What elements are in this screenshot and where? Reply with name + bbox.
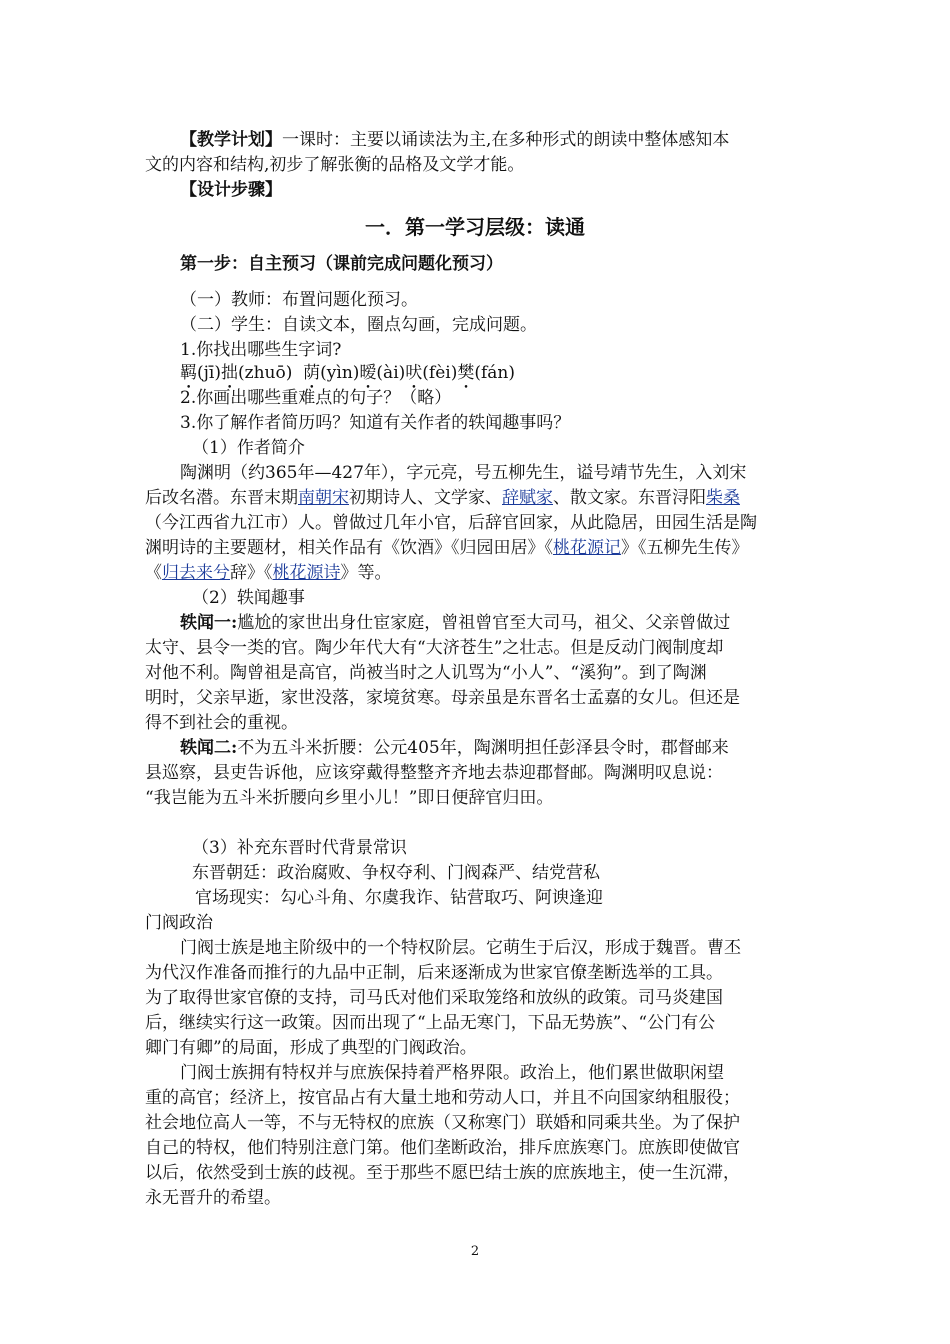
bio-text: 辞》《 (230, 563, 273, 583)
question-1: 1.你找出哪些生字词? (180, 340, 342, 360)
vocab-pinyin: (fán) (474, 363, 515, 383)
steps-label: 【设计步骤】 (180, 180, 282, 200)
p2-line-6: 永无晋升的希望。 (145, 1188, 281, 1208)
bio-title: （1）作者简介 (192, 438, 305, 458)
vocab-pinyin: (ài) (376, 363, 406, 383)
anec1-text: 尴尬的家世出身仕宦家庭，曾祖曾官至大司马，祖父、父亲曾做过 (237, 613, 731, 633)
p1-line-2: 为代汉作准备而推行的九品中正制，后来逐渐成为世家官僚垄断选举的工具。 (145, 963, 723, 983)
anec1-line-5: 得不到社会的重视。 (145, 713, 298, 733)
bio-line-3: （今江西省九江市）人。曾做过几年小官，后辞官回家，从此隐居，田园生活是陶 (145, 513, 757, 533)
question-3: 3.你了解作者简历吗？知道有关作者的轶闻趣事吗？ (180, 413, 571, 433)
teacher-line: （一）教师：布置问题化预习。 (180, 290, 418, 310)
bg-line-2: 官场现实：勾心斗角、尔虞我诈、钻营取巧、阿谀逢迎 (195, 888, 603, 908)
p1-line-5: 卿门有卿”的局面，形成了典型的门阀政治。 (145, 1038, 477, 1058)
vocab-char: 拙 (220, 363, 238, 383)
p2-line-1: 门阀士族拥有特权并与庶族保持着严格界限。政治上，他们累世做职闲望 (180, 1063, 724, 1083)
link-guiqulaixi[interactable]: 归去来兮 (162, 563, 230, 583)
bio-text: 渊明诗的主要题材，相关作品有《饮酒》《归园田居》《 (145, 538, 553, 558)
vocab-pinyin: (zhuō) (237, 363, 293, 383)
menfa-title: 门阀政治 (145, 913, 213, 933)
anec1-label: 轶闻一: (180, 613, 238, 633)
p2-line-2: 重的高官；经济上，按官品占有大量土地和劳动人口，并且不向国家纳租服役； (145, 1088, 740, 1108)
p1-line-4: 后，继续实行这一政策。因而出现了“上品无寒门，下品无势族”、“公门有公 (145, 1013, 716, 1033)
p2-line-3: 社会地位高人一等，不与无特权的庶族（又称寒门）联婚和同乘共坐。为了保护 (145, 1113, 740, 1133)
p2-line-5: 以后，依然受到士族的歧视。至于那些不愿巴结士族的庶族地主，使一生沉滞， (145, 1163, 740, 1183)
bio-text: 后改名潜。东晋末期 (145, 488, 298, 508)
bg-line-1: 东晋朝廷：政治腐败、争权夺利、门阀森严、结党营私 (192, 863, 600, 883)
bio-text: 》《五柳先生传》 (621, 538, 749, 558)
anec2-label: 轶闻二: (180, 738, 238, 758)
bio-line-4 (145, 536, 815, 561)
student-line: （二）学生：自读文本，圈点勾画，完成问题。 (180, 315, 537, 335)
p1-line-1: 门阀士族是地主阶级中的一个特权阶层。它萌生于后汉，形成于魏晋。曹丕 (180, 938, 741, 958)
link-chaisang[interactable]: 柴桑 (706, 488, 740, 508)
link-nanchaosong[interactable]: 南朝宋 (298, 488, 349, 508)
bio-text: 、散文家。东晋浔阳 (553, 488, 706, 508)
step1-title: 第一步：自主预习（课前完成问题化预习） (180, 254, 503, 274)
plan-label: 【教学计划】 (180, 130, 282, 150)
bio-text: 初期诗人、文学家、 (349, 488, 502, 508)
anec1-line-1 (180, 611, 850, 636)
anec2-line-2: 县巡察，县吏告诉他，应该穿戴得整整齐齐地去恭迎郡督邮。陶渊明叹息说： (145, 763, 723, 783)
vocab-pinyin: (jī) (197, 363, 221, 383)
vocab-pinyin: (yìn) (320, 363, 360, 383)
vocab-pinyin: (fèi) (422, 363, 458, 383)
link-taohuayuanshi[interactable]: 桃花源诗 (272, 563, 341, 583)
bio-text: 《 (145, 563, 162, 583)
level-heading: 一．第一学习层级：读通 (365, 215, 585, 239)
vocab-char: 羁 (180, 363, 197, 383)
vocab-char: 暧 (359, 363, 377, 383)
anec1-line-2: 太守、县令一类的官。陶少年代大有“大济苍生”之壮志。但是反动门阀制度却 (145, 638, 724, 658)
link-cifujia[interactable]: 辞赋家 (502, 488, 553, 508)
anec2-line-1 (180, 736, 850, 761)
anec1-line-4: 明时，父亲早逝，家世没落，家境贫寒。母亲虽是东晋名士孟嘉的女儿。但还是 (145, 688, 740, 708)
plan-line-2: 文的内容和结构,初步了解张衡的品格及文学才能。 (145, 155, 525, 175)
p2-line-4: 自己的特权，他们特别注意门第。他们垄断政治，排斥庶族寒门。庶族即使做官 (145, 1138, 740, 1158)
question-2: 2.你画出哪些重难点的句子？（略） (180, 388, 452, 408)
bio-line-5 (145, 561, 815, 586)
anec1-line-3: 对他不利。陶曾祖是高官，尚被当时之人讥骂为“小人”、“溪狗”。到了陶渊 (145, 663, 707, 683)
p1-line-3: 为了取得世家官僚的支持，司马氏对他们采取笼络和放纵的政策。司马炎建国 (145, 988, 723, 1008)
bg-title: （3）补充东晋时代背景常识 (192, 838, 407, 858)
plan-line-1 (180, 128, 850, 153)
bio-text: 》等。 (340, 563, 392, 583)
plan-text-1: 一课时：主要以诵读法为主,在多种形式的朗读中整体感知本 (282, 130, 730, 150)
bio-line-1: 陶渊明（约365年—427年），字元亮，号五柳先生，谥号靖节先生，入刘宋 (180, 463, 747, 483)
anec2-text: 不为五斗米折腰：公元405年，陶渊明担任彭泽县令时，郡督邮来 (237, 738, 729, 758)
anecdote-title: （2）轶闻趣事 (192, 588, 305, 608)
link-taohuayuanji[interactable]: 桃花源记 (553, 538, 621, 558)
page-number: 2 (470, 1244, 480, 1259)
vocab-char: 荫 (303, 363, 321, 383)
bio-line-2 (145, 486, 815, 511)
vocab-char: 樊 (457, 363, 475, 383)
anec2-line-3: “我岂能为五斗米折腰向乡里小儿！”即日便辞官归田。 (145, 788, 554, 808)
vocab-char: 吠 (405, 363, 423, 383)
